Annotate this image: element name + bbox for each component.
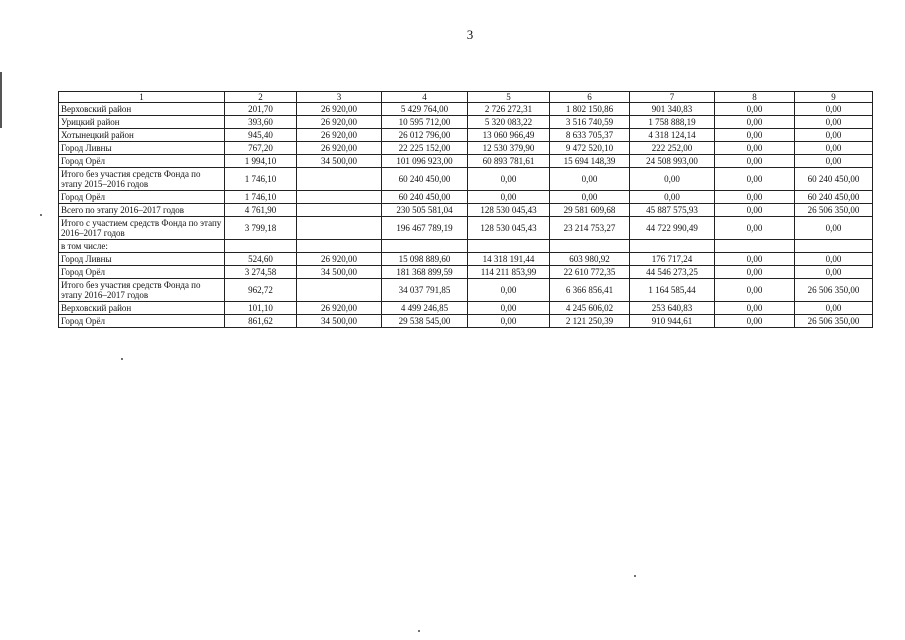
cell-col-5: 0,00 [468,168,550,191]
cell-col-8: 0,00 [715,155,795,168]
cell-col-3: 26 920,00 [297,116,382,129]
cell-col-2: 962,72 [225,279,297,302]
cell-col-4: 60 240 450,00 [382,191,468,204]
cell-col-4: 22 225 152,00 [382,142,468,155]
cell-col-7: 1 164 585,44 [630,279,715,302]
row-label: Город Орёл [59,315,225,328]
table-row [59,240,873,253]
cell-col-5: 60 893 781,61 [468,155,550,168]
cell-col-7: 45 887 575,93 [630,204,715,217]
cell-col-4: 181 368 899,59 [382,266,468,279]
scan-speck [40,214,42,216]
cell-col-8: 0,00 [715,116,795,129]
row-label: в том числе: [59,240,225,253]
cell-col-7: 4 318 124,14 [630,129,715,142]
row-label: Верховский район [59,103,225,116]
cell-col-9: 0,00 [795,142,873,155]
cell-col-2: 101,10 [225,302,297,315]
cell-col-9: 60 240 450,00 [795,191,873,204]
cell-col-9: 0,00 [795,266,873,279]
cell-col-2: 201,70 [225,103,297,116]
scan-edge-mark [0,72,2,128]
row-label: Итого с участием средств Фонда по этапу 2016–2017 годов [59,217,225,240]
cell-col-3 [297,168,382,191]
cell-col-5: 128 530 045,43 [468,204,550,217]
cell-col-4: 15 098 889,60 [382,253,468,266]
cell-col-8: 0,00 [715,204,795,217]
row-label: Город Орёл [59,155,225,168]
column-number-2: 2 [225,92,297,103]
cell-col-8: 0,00 [715,302,795,315]
cell-col-2: 767,20 [225,142,297,155]
cell-col-6: 23 214 753,27 [550,217,630,240]
cell-col-2 [225,240,297,253]
cell-col-3 [297,191,382,204]
cell-col-9: 60 240 450,00 [795,168,873,191]
cell-col-3: 26 920,00 [297,129,382,142]
table-row [59,217,873,240]
cell-col-4: 196 467 789,19 [382,217,468,240]
row-label: Хотынецкий район [59,129,225,142]
header-row [59,92,873,103]
cell-col-7: 44 722 990,49 [630,217,715,240]
cell-col-6: 22 610 772,35 [550,266,630,279]
cell-col-8: 0,00 [715,142,795,155]
table-row [59,315,873,328]
column-number-1: 1 [59,92,225,103]
cell-col-2: 1 746,10 [225,191,297,204]
table-row [59,116,873,129]
cell-col-5: 12 530 379,90 [468,142,550,155]
column-number-3: 3 [297,92,382,103]
cell-col-6: 29 581 609,68 [550,204,630,217]
table-row [59,266,873,279]
cell-col-6: 2 121 250,39 [550,315,630,328]
cell-col-2: 1 746,10 [225,168,297,191]
row-label: Город Орёл [59,191,225,204]
cell-col-2: 3 799,18 [225,217,297,240]
cell-col-7: 176 717,24 [630,253,715,266]
cell-col-8: 0,00 [715,266,795,279]
cell-col-4: 230 505 581,04 [382,204,468,217]
cell-col-4: 10 595 712,00 [382,116,468,129]
cell-col-5: 128 530 045,43 [468,217,550,240]
cell-col-3 [297,217,382,240]
column-number-9: 9 [795,92,873,103]
cell-col-9: 0,00 [795,116,873,129]
cell-col-3 [297,279,382,302]
cell-col-6: 6 366 856,41 [550,279,630,302]
table-row [59,191,873,204]
table-row [59,279,873,302]
cell-col-9: 0,00 [795,253,873,266]
scan-speck [121,358,123,360]
cell-col-6: 4 245 606,02 [550,302,630,315]
row-label: Всего по этапу 2016–2017 годов [59,204,225,217]
cell-col-9 [795,240,873,253]
cell-col-2: 393,60 [225,116,297,129]
cell-col-3: 34 500,00 [297,155,382,168]
cell-col-4: 26 012 796,00 [382,129,468,142]
cell-col-2: 1 994,10 [225,155,297,168]
table-body [59,92,873,328]
page-number: 3 [466,27,474,42]
cell-col-9: 0,00 [795,129,873,142]
cell-col-6: 15 694 148,39 [550,155,630,168]
cell-col-8: 0,00 [715,191,795,204]
row-label: Город Ливны [59,142,225,155]
cell-col-5: 5 320 083,22 [468,116,550,129]
row-label: Город Орёл [59,266,225,279]
cell-col-5: 0,00 [468,315,550,328]
cell-col-8: 0,00 [715,253,795,266]
cell-col-4: 5 429 764,00 [382,103,468,116]
cell-col-4: 101 096 923,00 [382,155,468,168]
cell-col-2: 861,62 [225,315,297,328]
table-row [59,129,873,142]
cell-col-8: 0,00 [715,129,795,142]
column-number-6: 6 [550,92,630,103]
cell-col-7 [630,240,715,253]
cell-col-8 [715,240,795,253]
cell-col-4 [382,240,468,253]
cell-col-5: 14 318 191,44 [468,253,550,266]
cell-col-7: 910 944,61 [630,315,715,328]
cell-col-7: 901 340,83 [630,103,715,116]
cell-col-7: 44 546 273,25 [630,266,715,279]
cell-col-4: 29 538 545,00 [382,315,468,328]
cell-col-6 [550,240,630,253]
cell-col-6: 1 802 150,86 [550,103,630,116]
cell-col-3 [297,204,382,217]
row-label: Итого без участия средств Фонда по этапу 2015–2016 годов [59,168,225,191]
row-label: Верховский район [59,302,225,315]
cell-col-5 [468,240,550,253]
cell-col-7: 222 252,00 [630,142,715,155]
row-label: Урицкий район [59,116,225,129]
cell-col-7: 1 758 888,19 [630,116,715,129]
cell-col-5: 13 060 966,49 [468,129,550,142]
table-row [59,155,873,168]
column-number-5: 5 [468,92,550,103]
cell-col-5: 0,00 [468,279,550,302]
cell-col-8: 0,00 [715,279,795,302]
cell-col-4: 4 499 246,85 [382,302,468,315]
table-row [59,103,873,116]
cell-col-6: 9 472 520,10 [550,142,630,155]
cell-col-7: 0,00 [630,191,715,204]
cell-col-3: 34 500,00 [297,315,382,328]
cell-col-4: 60 240 450,00 [382,168,468,191]
column-number-8: 8 [715,92,795,103]
cell-col-3 [297,240,382,253]
cell-col-2: 945,40 [225,129,297,142]
cell-col-3: 26 920,00 [297,302,382,315]
cell-col-3: 26 920,00 [297,103,382,116]
cell-col-6: 8 633 705,37 [550,129,630,142]
scan-speck [634,575,636,577]
table-row [59,253,873,266]
cell-col-5: 2 726 272,31 [468,103,550,116]
cell-col-8: 0,00 [715,217,795,240]
cell-col-3: 34 500,00 [297,266,382,279]
cell-col-9: 0,00 [795,302,873,315]
cell-col-4: 34 037 791,85 [382,279,468,302]
column-number-7: 7 [630,92,715,103]
budget-table [58,91,873,328]
cell-col-5: 114 211 853,99 [468,266,550,279]
cell-col-6: 3 516 740,59 [550,116,630,129]
cell-col-7: 253 640,83 [630,302,715,315]
cell-col-2: 3 274,58 [225,266,297,279]
cell-col-3: 26 920,00 [297,253,382,266]
cell-col-9: 26 506 350,00 [795,279,873,302]
table-row [59,204,873,217]
cell-col-8: 0,00 [715,168,795,191]
cell-col-8: 0,00 [715,315,795,328]
cell-col-5: 0,00 [468,302,550,315]
table-row [59,302,873,315]
cell-col-9: 26 506 350,00 [795,204,873,217]
cell-col-9: 0,00 [795,103,873,116]
cell-col-8: 0,00 [715,103,795,116]
cell-col-5: 0,00 [468,191,550,204]
cell-col-6: 603 980,92 [550,253,630,266]
scan-speck [418,630,420,632]
cell-col-9: 0,00 [795,155,873,168]
cell-col-7: 0,00 [630,168,715,191]
table-row [59,168,873,191]
cell-col-2: 524,60 [225,253,297,266]
cell-col-6: 0,00 [550,168,630,191]
row-label: Город Ливны [59,253,225,266]
column-number-4: 4 [382,92,468,103]
cell-col-9: 0,00 [795,217,873,240]
cell-col-7: 24 508 993,00 [630,155,715,168]
cell-col-2: 4 761,90 [225,204,297,217]
cell-col-3: 26 920,00 [297,142,382,155]
cell-col-9: 26 506 350,00 [795,315,873,328]
row-label: Итого без участия средств Фонда по этапу 2016–2017 годов [59,279,225,302]
cell-col-6: 0,00 [550,191,630,204]
table-row [59,142,873,155]
